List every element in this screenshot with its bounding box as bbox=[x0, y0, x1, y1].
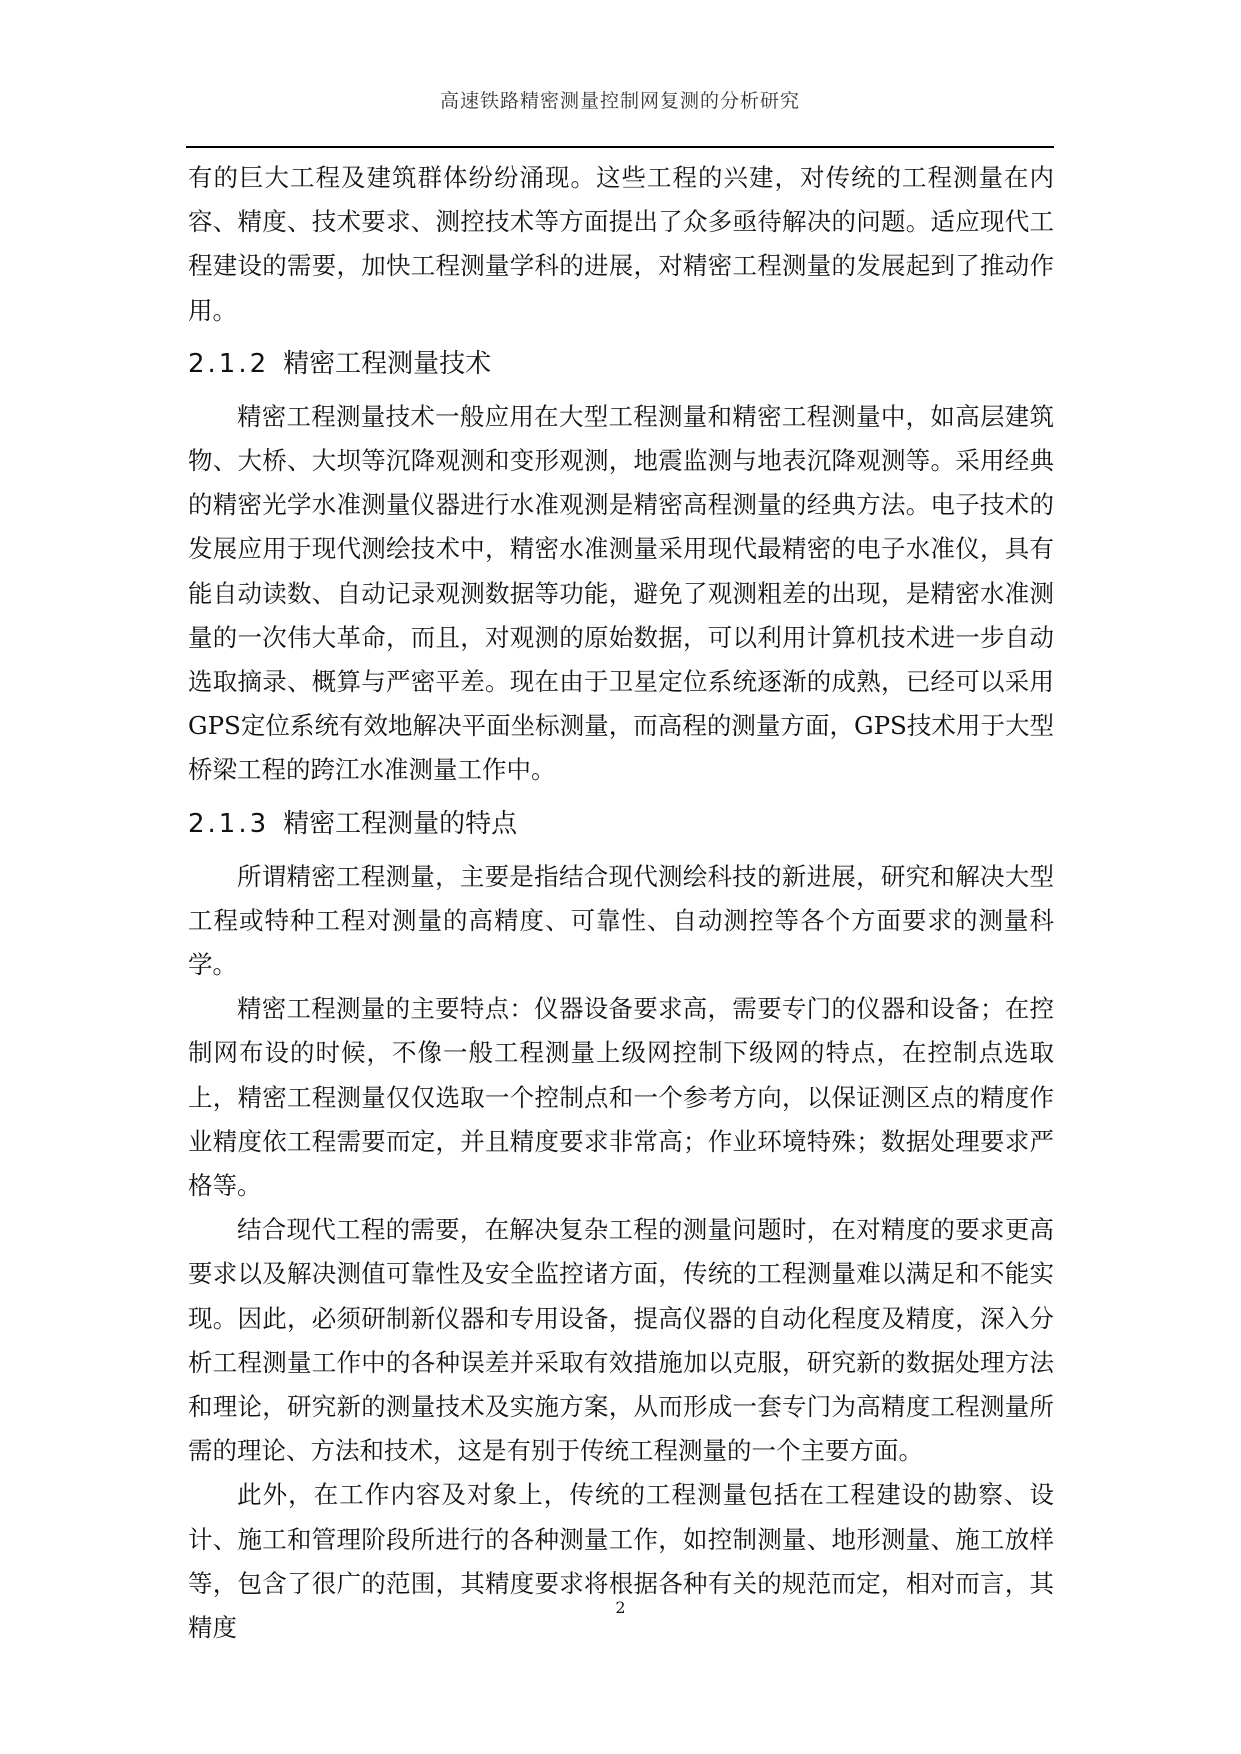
running-header-title: 高速铁路精密测量控制网复测的分析研究 bbox=[439, 90, 800, 112]
paragraph-requirements: 结合现代工程的需要，在解决复杂工程的测量问题时，在对精度的要求更高要求以及解决测值可靠性及安全监控诸方面，传统的工程测量难以满足和不能实现。因此，必须研制新仪器和专用设备，提高仪器的自动化程度及精度，深入分析工程测量工作中的各种误差并采取有效措施加以克服，研究新的数据处理方法和理论，研究新的测量技术及实施方案，从而形成一套专门为高精度工程测量所需的理论、方法和技术，这是有别于传统工程测量的一个主要方面。 bbox=[188, 1215, 1054, 1466]
header-divider bbox=[186, 146, 1054, 148]
paragraph-technology: 精密工程测量技术一般应用在大型工程测量和精密工程测量中，如高层建筑物、大桥、大坝等沉降观测和变形观测，地震监测与地表沉降观测等。采用经典的精密光学水准测量仪器进行水准观测是精密高程测量的经典方法。电子技术的发展应用于现代测绘技术中，精密水准测量采用现代最精密的电子水准仪，具有能自动读数、自动记录观测数据等功能，避免了观测粗差的出现，是精密水准测量的一次伟大革命，而且，对观测的原始数据，可以利用计算机技术进一步自动选取摘录、概算与严密平差。现在由于卫星定位系统逐渐的成熟，已经可以采用GPS定位系统有效地解决平面坐标测量，而高程的测量方面，GPS技术用于大型桥梁工程的跨江水准测量工作中。 bbox=[188, 401, 1054, 785]
section-title: 精密工程测量的特点 bbox=[283, 808, 518, 839]
paragraph-definition: 所谓精密工程测量，主要是指结合现代测绘科技的新进展，研究和解决大型工程或特种工程对测量的高精度、可靠性、自动测控等各个方面要求的测量科学。 bbox=[188, 861, 1054, 980]
section-title: 精密工程测量技术 bbox=[283, 348, 492, 379]
section-number: 2.1.2 bbox=[188, 348, 270, 379]
paragraph-scope: 此外，在工作内容及对象上，传统的工程测量包括在工程建设的勘察、设计、施工和管理阶段所进行的各种测量工作，如控制测量、地形测量、施工放样等，包含了很广的范围，其精度要求将根据各种有关的规范而定，相对而言，其精度 bbox=[188, 1480, 1054, 1643]
section-heading-2-1-3 bbox=[188, 793, 1054, 855]
page-body bbox=[188, 156, 1054, 1650]
paragraph-features: 精密工程测量的主要特点：仪器设备要求高，需要专门的仪器和设备；在控制网布设的时候，不像一般工程测量上级网控制下级网的特点，在控制点选取上，精密工程测量仅仅选取一个控制点和一个参考方向，以保证测区点的精度作业精度依工程需要而定，并且精度要求非常高；作业环境特殊；数据处理要求严格等。 bbox=[188, 994, 1054, 1201]
section-number: 2.1.3 bbox=[188, 808, 270, 839]
page-number: 2 bbox=[615, 1598, 626, 1617]
paragraph-continued: 有的巨大工程及建筑群体纷纷涌现。这些工程的兴建，对传统的工程测量在内容、精度、技术要求、测控技术等方面提出了众多亟待解决的问题。适应现代工程建设的需要，加快工程测量学科的进展，对精密工程测量的发展起到了推动作用。 bbox=[188, 163, 1054, 325]
section-heading-2-1-2 bbox=[188, 333, 1054, 395]
